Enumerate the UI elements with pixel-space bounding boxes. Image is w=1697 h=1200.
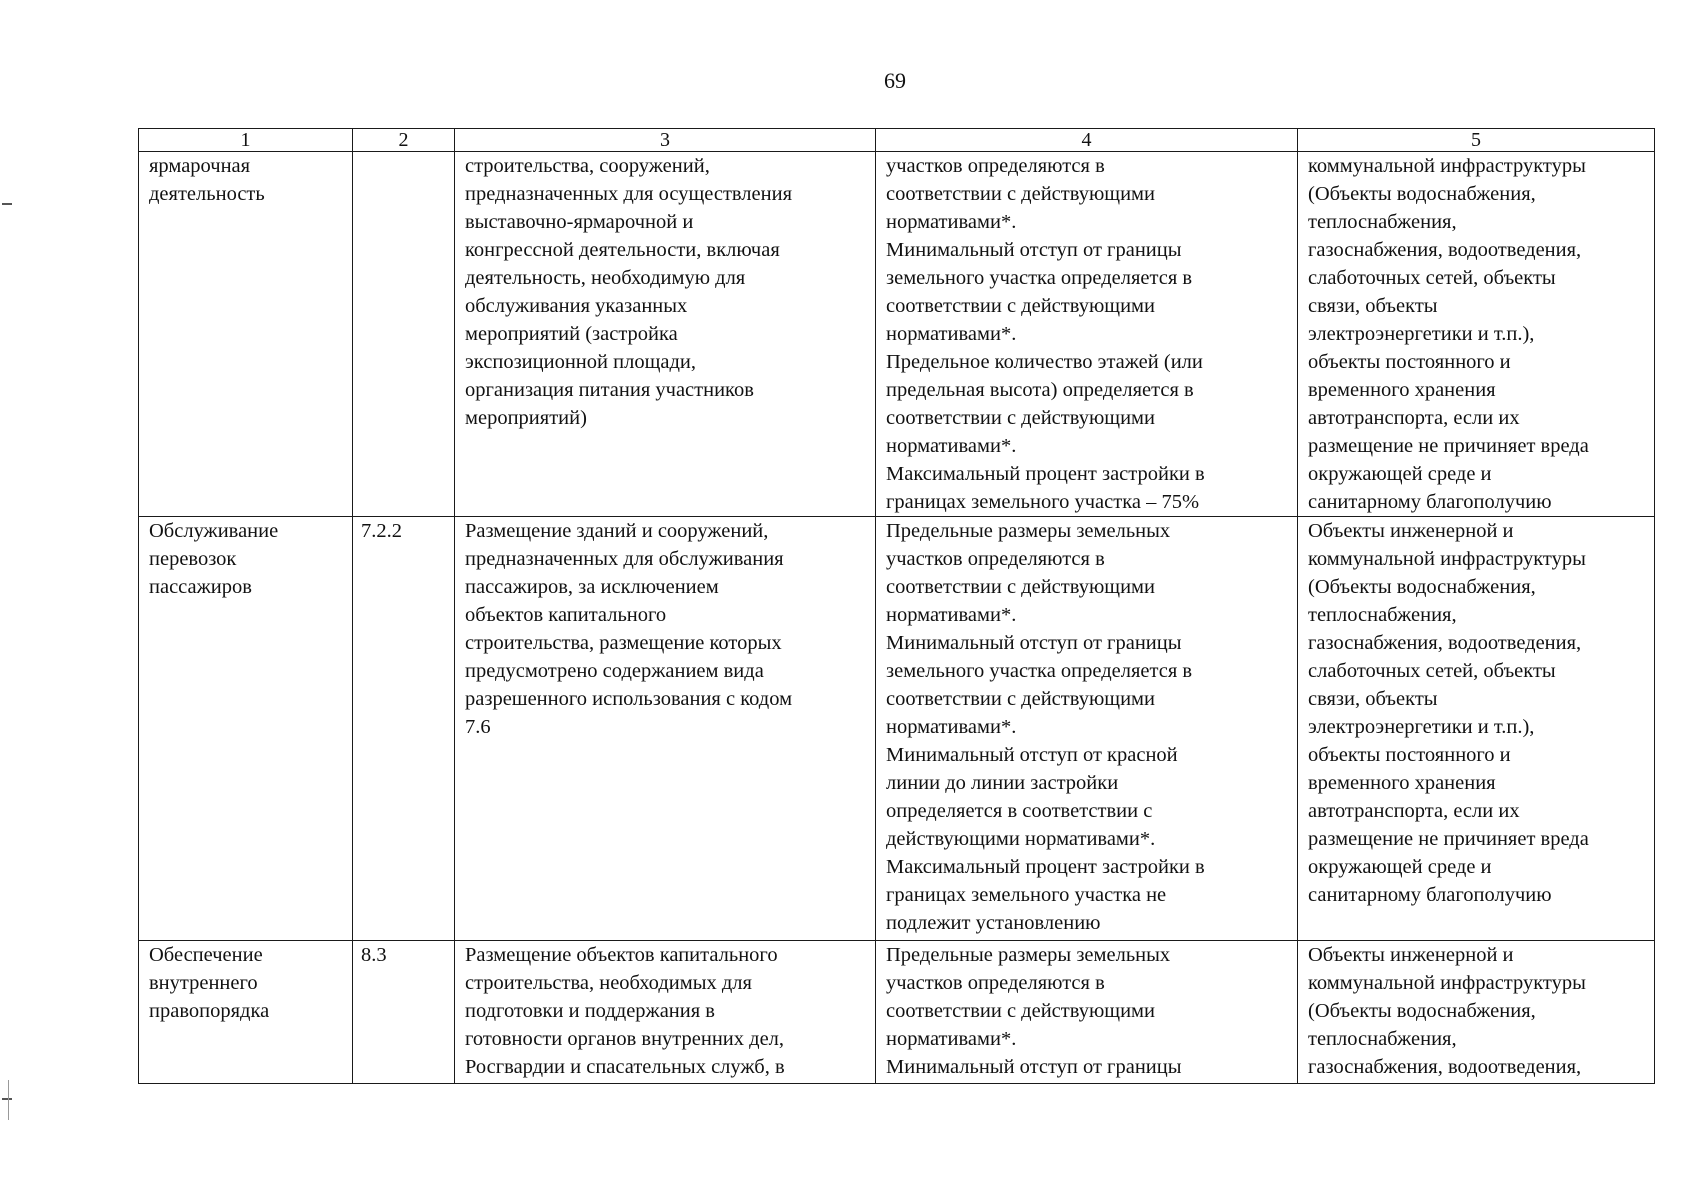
cell-text-line: соответствии с действующими <box>886 183 1155 205</box>
cell-text-line: строительства, размещение которых <box>465 632 782 654</box>
cell-text-line: пассажиров <box>149 576 252 598</box>
cell-text-line: границах земельного участка – 75% <box>886 491 1200 513</box>
cell-text-line: теплоснабжения, <box>1308 604 1457 626</box>
land-use-description-cell <box>455 517 876 941</box>
cell-text-line: правопорядка <box>149 1000 270 1022</box>
cell-text-line: Предельные размеры земельных <box>886 944 1171 966</box>
cell-text-line: Размещение зданий и сооружений, <box>465 520 769 542</box>
cell-text-line: (Объекты водоснабжения, <box>1308 576 1536 598</box>
cell-text-line: окружающей среде и <box>1308 463 1492 485</box>
table-row <box>139 152 1655 517</box>
table-header-row <box>139 129 1655 152</box>
cell-text-line: строительства, сооружений, <box>465 155 710 177</box>
cell-text-line: мероприятий (застройка <box>465 323 678 345</box>
cell-text-line: предназначенных для обслуживания <box>465 548 784 570</box>
cell-text-line: слаботочных сетей, объекты <box>1308 267 1556 289</box>
cell-text-line: объектов капитального <box>465 604 667 626</box>
cell-text-line: теплоснабжения, <box>1308 211 1457 233</box>
cell-text-line: Предельное количество этажей (или <box>886 351 1203 373</box>
cell-text-line: 7.2.2 <box>361 520 402 542</box>
land-use-table <box>138 128 1655 1084</box>
cell-text-line: строительства, необходимых для <box>465 972 752 994</box>
cell-text-line: участков определяются в <box>886 155 1105 177</box>
cell-text-line: внутреннего <box>149 972 258 994</box>
cell-text-line: Минимальный отступ от границы <box>886 1056 1182 1078</box>
cell-text-line: Минимальный отступ от границы <box>886 632 1182 654</box>
cell-text-line: Объекты инженерной и <box>1308 944 1514 966</box>
cell-text-line: слаботочных сетей, объекты <box>1308 660 1556 682</box>
cell-text-line: определяется в соответствии с <box>886 800 1153 822</box>
cell-text-line: деятельность <box>149 183 265 205</box>
cell-text-line: действующими нормативами*. <box>886 828 1156 850</box>
scan-margin-mark <box>2 203 12 205</box>
cell-text-line: 8.3 <box>361 944 387 966</box>
cell-text-line: санитарному благополучию <box>1308 491 1552 513</box>
cell-text-line: 7.6 <box>465 716 491 738</box>
land-use-name-cell <box>139 152 353 517</box>
table-row <box>139 517 1655 941</box>
cell-text-line: подготовки и поддержания в <box>465 1000 715 1022</box>
cell-text-line: санитарному благополучию <box>1308 884 1552 906</box>
land-parameters-cell <box>876 941 1298 1084</box>
cell-text-line: Максимальный процент застройки в <box>886 856 1205 878</box>
page-number: 69 <box>884 68 906 93</box>
cell-text-line: организация питания участников <box>465 379 754 401</box>
cell-text-line: мероприятий) <box>465 407 587 429</box>
cell-text-line: линии до линии застройки <box>886 772 1119 794</box>
column-header-5: 5 <box>1298 129 1655 152</box>
cell-text-line: предельная высота) определяется в <box>886 379 1194 401</box>
land-use-code-cell <box>353 152 455 517</box>
land-use-name-cell <box>139 941 353 1084</box>
cell-text-line: соответствии с действующими <box>886 576 1155 598</box>
cell-text-line: перевозок <box>149 548 237 570</box>
scan-margin-mark <box>8 1080 9 1120</box>
cell-text-line: связи, объекты <box>1308 688 1438 710</box>
cell-text-line: газоснабжения, водоотведения, <box>1308 239 1582 261</box>
cell-text-line: коммунальной инфраструктуры <box>1308 548 1586 570</box>
auxiliary-objects-cell <box>1298 517 1655 941</box>
cell-text-line: теплоснабжения, <box>1308 1028 1457 1050</box>
cell-text-line: автотранспорта, если их <box>1308 800 1520 822</box>
auxiliary-objects-cell <box>1298 152 1655 517</box>
cell-text-line: нормативами*. <box>886 716 1017 738</box>
cell-text-line: объекты постоянного и <box>1308 744 1511 766</box>
cell-text-line: коммунальной инфраструктуры <box>1308 155 1586 177</box>
cell-text-line: окружающей среде и <box>1308 856 1492 878</box>
land-parameters-cell <box>876 517 1298 941</box>
cell-text-line: электроэнергетики и т.п.), <box>1308 323 1535 345</box>
cell-text-line: электроэнергетики и т.п.), <box>1308 716 1535 738</box>
land-use-code-cell <box>353 941 455 1084</box>
cell-text-line: Обеспечение <box>149 944 263 966</box>
cell-text-line: нормативами*. <box>886 1028 1017 1050</box>
cell-text-line: Росгвардии и спасательных служб, в <box>465 1056 785 1078</box>
cell-text-line: нормативами*. <box>886 211 1017 233</box>
cell-text-line: (Объекты водоснабжения, <box>1308 183 1536 205</box>
cell-text-line: разрешенного использования с кодом <box>465 688 793 710</box>
cell-text-line: участков определяются в <box>886 548 1105 570</box>
cell-text-line: временного хранения <box>1308 379 1496 401</box>
cell-text-line: готовности органов внутренних дел, <box>465 1028 785 1050</box>
cell-text-line: земельного участка определяется в <box>886 660 1193 682</box>
cell-text-line: Размещение объектов капитального <box>465 944 778 966</box>
land-use-name-cell <box>139 517 353 941</box>
cell-text-line: Предельные размеры земельных <box>886 520 1171 542</box>
cell-text-line: нормативами*. <box>886 435 1017 457</box>
cell-text-line: конгрессной деятельности, включая <box>465 239 780 261</box>
cell-text-line: границах земельного участка не <box>886 884 1167 906</box>
cell-text-line: (Объекты водоснабжения, <box>1308 1000 1536 1022</box>
cell-text-line: нормативами*. <box>886 323 1017 345</box>
cell-text-line: соответствии с действующими <box>886 295 1155 317</box>
column-header-2: 2 <box>353 129 455 152</box>
cell-text-line: ярмарочная <box>149 155 251 177</box>
cell-text-line: пассажиров, за исключением <box>465 576 719 598</box>
land-parameters-cell <box>876 152 1298 517</box>
cell-text-line: соответствии с действующими <box>886 688 1155 710</box>
cell-text-line: временного хранения <box>1308 772 1496 794</box>
cell-text-line: Минимальный отступ от границы <box>886 239 1182 261</box>
column-header-3: 3 <box>455 129 876 152</box>
cell-text-line: предусмотрено содержанием вида <box>465 660 764 682</box>
cell-text-line: газоснабжения, водоотведения, <box>1308 1056 1582 1078</box>
auxiliary-objects-cell <box>1298 941 1655 1084</box>
cell-text-line: Обслуживание <box>149 520 279 542</box>
cell-text-line: коммунальной инфраструктуры <box>1308 972 1586 994</box>
cell-text-line: объекты постоянного и <box>1308 351 1511 373</box>
cell-text-line: Минимальный отступ от красной <box>886 744 1178 766</box>
cell-text-line: нормативами*. <box>886 604 1017 626</box>
cell-text-line: подлежит установлению <box>886 912 1101 934</box>
land-use-description-cell <box>455 941 876 1084</box>
cell-text-line: соответствии с действующими <box>886 407 1155 429</box>
scan-margin-mark <box>2 1098 12 1100</box>
cell-text-line: размещение не причиняет вреда <box>1308 435 1589 457</box>
table-row <box>139 941 1655 1084</box>
cell-text-line: выставочно-ярмарочной и <box>465 211 694 233</box>
column-header-4: 4 <box>876 129 1298 152</box>
cell-text-line: соответствии с действующими <box>886 1000 1155 1022</box>
land-use-code-cell <box>353 517 455 941</box>
cell-text-line: обслуживания указанных <box>465 295 688 317</box>
cell-text-line: Объекты инженерной и <box>1308 520 1514 542</box>
cell-text-line: экспозиционной площади, <box>465 351 696 373</box>
cell-text-line: деятельность, необходимую для <box>465 267 746 289</box>
cell-text-line: связи, объекты <box>1308 295 1438 317</box>
cell-text-line: предназначенных для осуществления <box>465 183 793 205</box>
cell-text-line: земельного участка определяется в <box>886 267 1193 289</box>
cell-text-line: газоснабжения, водоотведения, <box>1308 632 1582 654</box>
land-use-description-cell <box>455 152 876 517</box>
cell-text-line: участков определяются в <box>886 972 1105 994</box>
cell-text-line: автотранспорта, если их <box>1308 407 1520 429</box>
column-header-1: 1 <box>139 129 353 152</box>
cell-text-line: размещение не причиняет вреда <box>1308 828 1589 850</box>
cell-text-line: Максимальный процент застройки в <box>886 463 1205 485</box>
